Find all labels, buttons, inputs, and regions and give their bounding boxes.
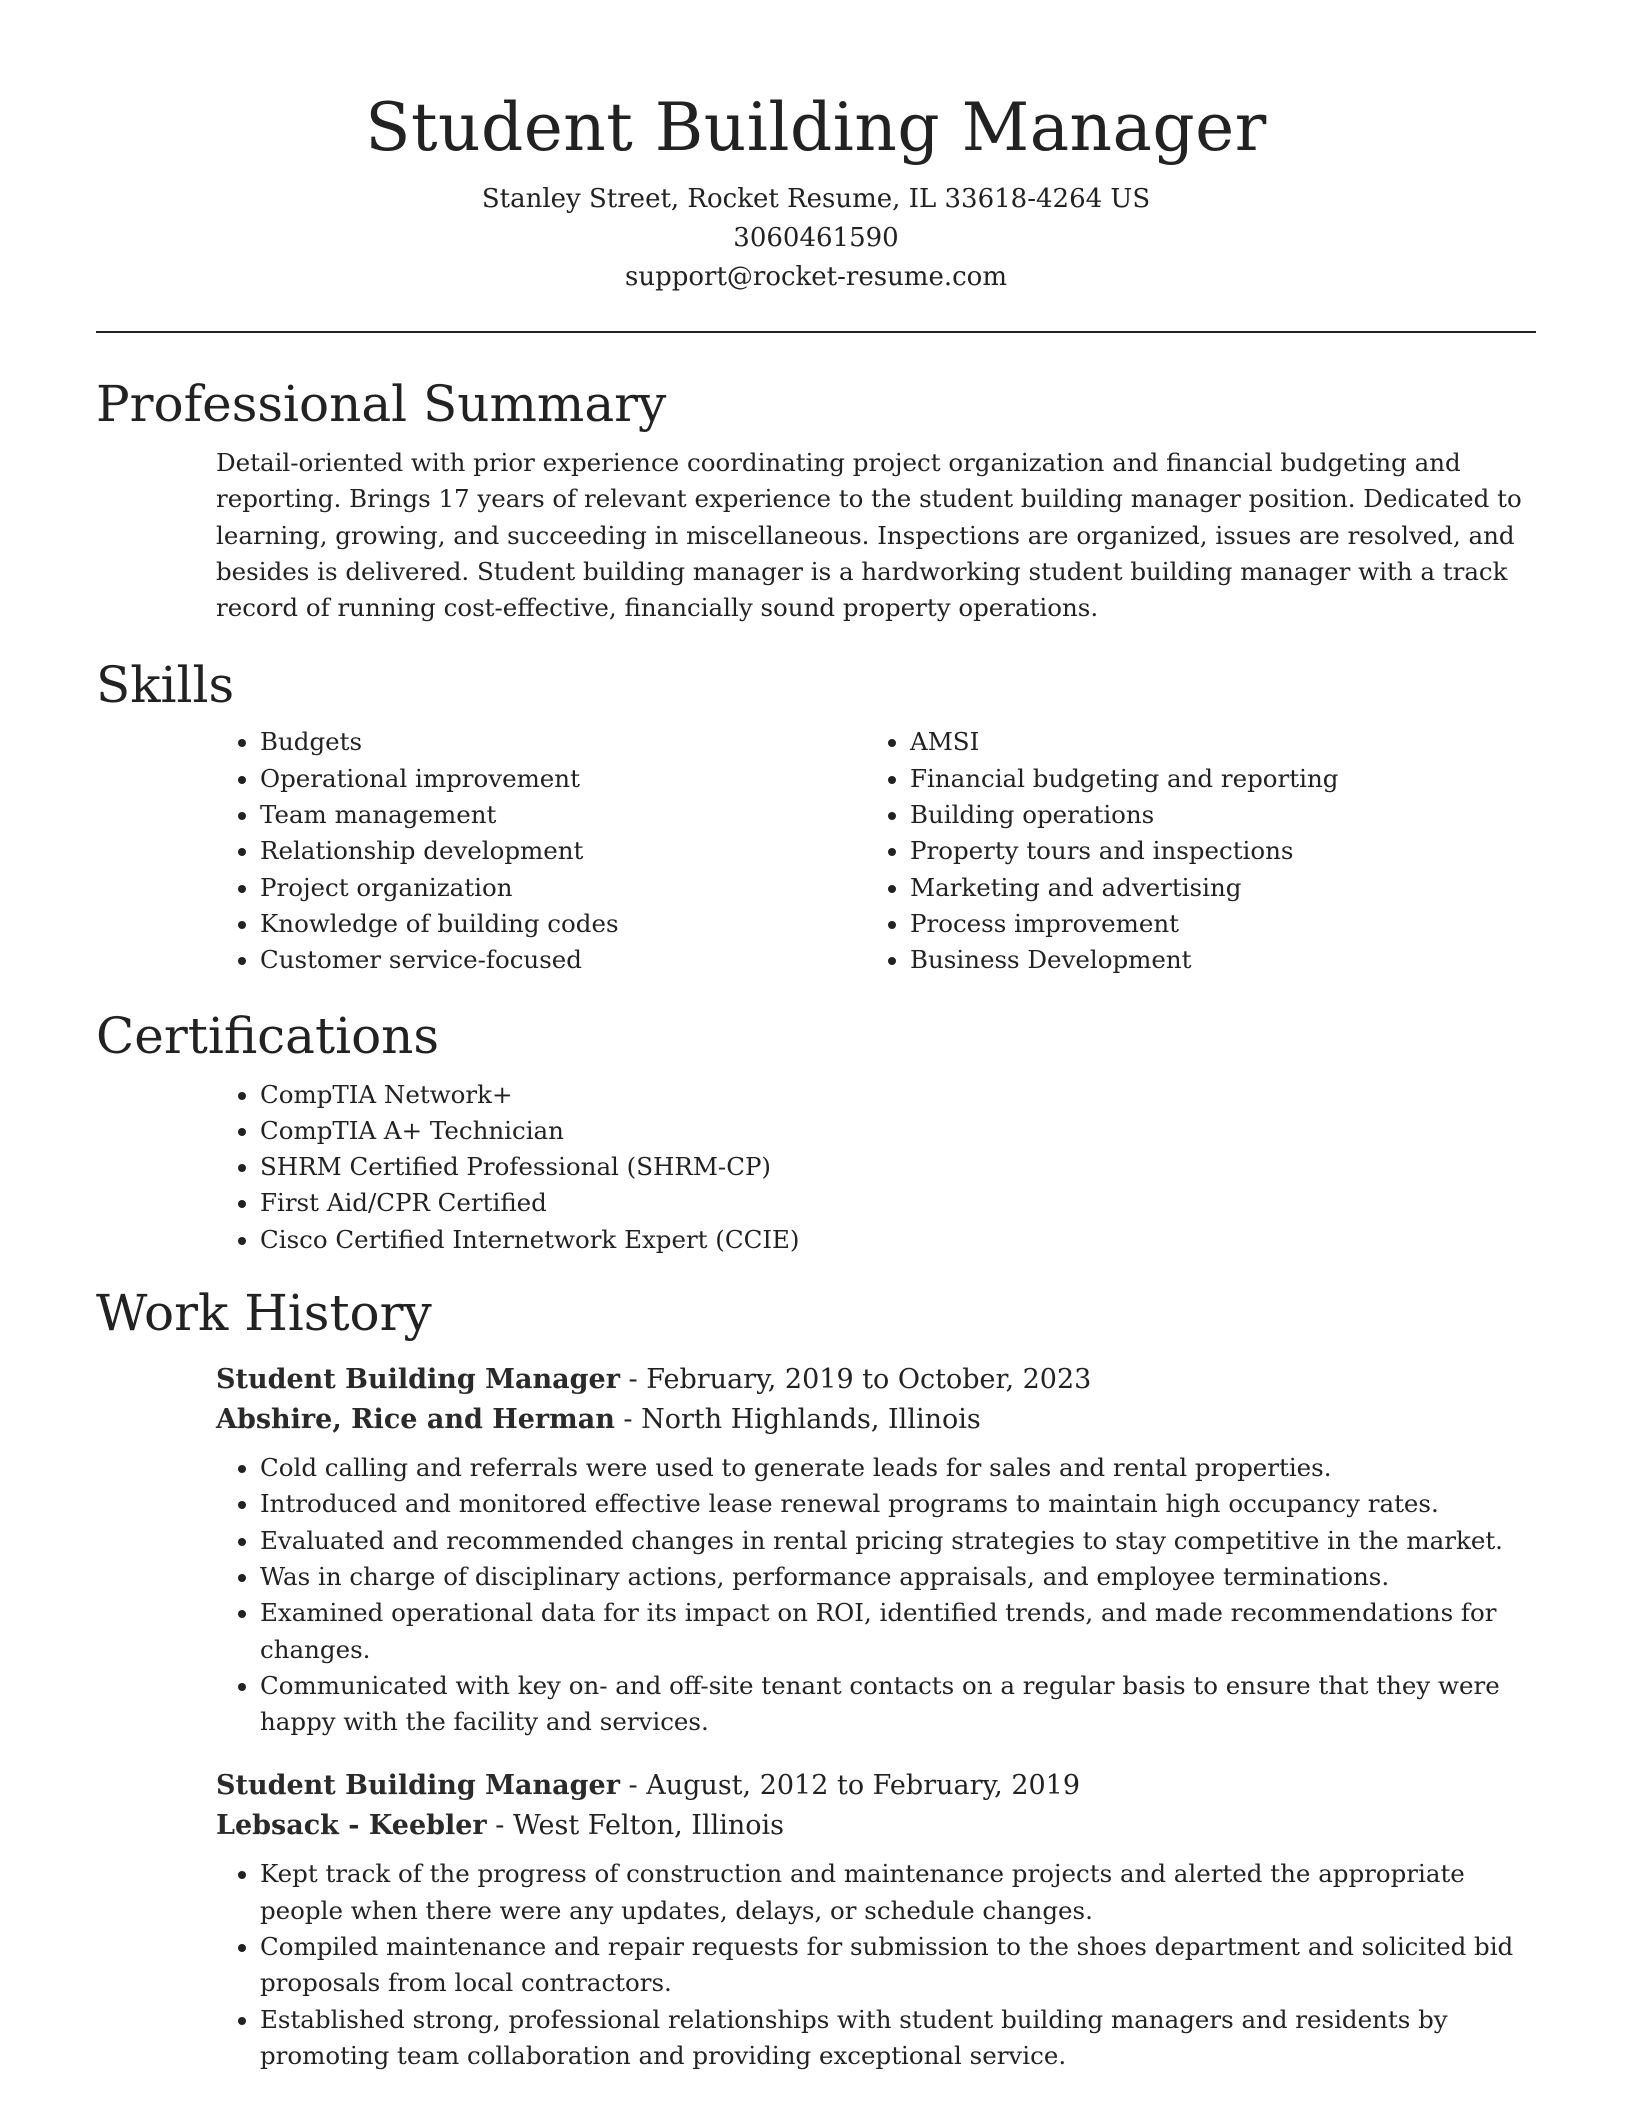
job-bullet: • Compiled maintenance and repair requests for submission to the shoes department and solicited bid proposals from local contractors. [260,1929,1536,2002]
certifications-list [216,1077,1536,1258]
skills-column-left [216,724,866,978]
skills-list-right [866,724,1516,978]
work-history-section [96,1280,1536,2074]
job-bullet: • Evaluated and recommended changes in rental pricing strategies to stay competitive in the market. [260,1523,1536,1559]
summary-text: Detail-oriented with prior experience coordinating project organization and financial budgeting and reporting. Brings 17 years of relevant experience to the student building manager position. Dedicated to learning, growing, and succeeding in miscellaneous. Inspections are organized, issues are resolved, and besides is delivered. Student building manager is a hardworking student building manager with a track record of running cost-effective, financially sound property operations. [216,448,1522,623]
certification-item: • Cisco Certified Internetwork Expert (CCIE) [260,1222,1536,1258]
job-bullet: • Was in charge of disciplinary actions, performance appraisals, and employee terminations. [260,1559,1536,1595]
job-dates: - August, 2012 to February, 2019 [619,1770,1081,1802]
skills-list-left [216,724,866,978]
skill-item: • Team management [260,797,866,833]
skills-section [96,652,1536,978]
contact-email: support@rocket-resume.com [624,262,1007,292]
skill-item: • Project organization [260,870,866,906]
summary-section [96,371,1536,626]
contact-address: Stanley Street, Rocket Resume, IL 33618-4264 US [481,184,1151,214]
contact-phone: 3060461590 [733,223,899,253]
certification-item: • First Aid/CPR Certified [260,1185,1536,1221]
skill-item: • Knowledge of building codes [260,906,866,942]
skill-item: • Customer service-focused [260,942,866,978]
certifications-section [96,1003,1536,1258]
job-company-line [216,1400,1536,1440]
certification-item: • CompTIA A+ Technician [260,1113,1536,1149]
job-company: Lebsack - Keebler [216,1810,487,1842]
header-divider [96,331,1536,333]
job-location: - North Highlands, Illinois [614,1404,981,1436]
job-bullets [216,1450,1536,1740]
certifications-title: Certifications [96,1006,440,1065]
certification-item: • SHRM Certified Professional (SHRM-CP) [260,1149,1536,1185]
job-role: Student Building Manager [216,1364,620,1396]
skill-item: • Relationship development [260,833,866,869]
skill-item: • Budgets [260,724,866,760]
certification-item: • CompTIA Network+ [260,1077,1536,1113]
job-title-line [216,1360,1536,1400]
skills-column-right [866,724,1516,978]
job-dates: - February, 2019 to October, 2023 [619,1364,1092,1396]
contact-block [96,180,1536,297]
job-bullet: • Introduced and monitored effective lease renewal programs to maintain high occupancy rates. [260,1486,1536,1522]
job-bullet: • Communicated with key on- and off-site tenant contacts on a regular basis to ensure that they were happy with the facility and services. [260,1668,1536,1741]
skill-item: • AMSI [910,724,1516,760]
job-bullet: • Examined operational data for its impact on ROI, identified trends, and made recommendations for changes. [260,1595,1536,1668]
job-bullet: • Established strong, professional relationships with student building managers and residents by promoting team collaboration and providing exceptional service. [260,2002,1536,2075]
skill-item: • Business Development [910,942,1516,978]
skill-item: • Building operations [910,797,1516,833]
job-bullets [216,1856,1536,2074]
job-entry [216,1766,1536,2074]
skills-title: Skills [96,656,235,715]
job-bullet: • Cold calling and referrals were used to generate leads for sales and rental properties. [260,1450,1536,1486]
job-entry [216,1360,1536,1740]
skill-item: • Financial budgeting and reporting [910,761,1516,797]
resume-header [96,0,1536,297]
job-bullet: • Kept track of the progress of construction and maintenance projects and alerted the appropriate people when there were any updates, delays, or schedule changes. [260,1856,1536,1929]
certifications-list-wrap [216,1077,1536,1258]
job-title-line [216,1766,1536,1806]
candidate-name: Student Building Manager [365,89,1267,166]
work-history-title: Work History [96,1284,432,1343]
summary-title: Professional Summary [96,375,667,433]
job-role: Student Building Manager [216,1770,620,1802]
skills-columns [216,724,1536,978]
job-company: Abshire, Rice and Herman [216,1404,615,1436]
skill-item: • Operational improvement [260,761,866,797]
job-location: - West Felton, Illinois [486,1810,785,1842]
skill-item: • Property tours and inspections [910,833,1516,869]
skill-item: • Marketing and advertising [910,870,1516,906]
job-company-line [216,1806,1536,1846]
skill-item: • Process improvement [910,906,1516,942]
